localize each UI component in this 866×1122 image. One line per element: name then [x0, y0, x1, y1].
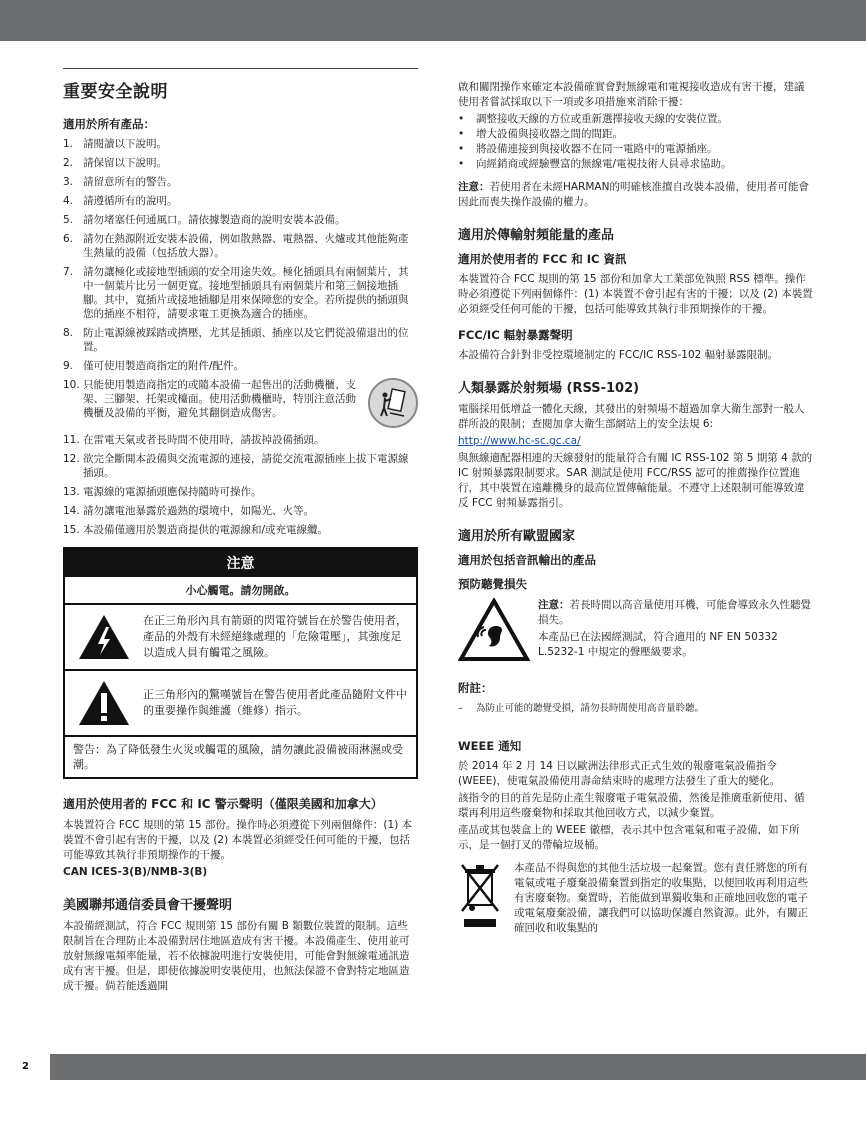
- rf-products-heading: 適用於傳輸射頻能量的產品: [458, 228, 615, 243]
- instruction-item: 3. 請留意所有的警告。: [63, 176, 178, 188]
- fcc-ic-info-heading: 適用於使用者的 FCC 和 IC 資訊: [458, 252, 627, 266]
- instruction-item: 15. 本設備僅適用於製造商提供的電源線和/或充電線纜。: [63, 524, 329, 536]
- all-products-heading: 適用於所有產品：: [63, 117, 155, 131]
- footnote-text: – 為防止可能的聽覺受損，請勿長時間使用高音量聆聽。: [458, 703, 705, 714]
- fcc-ic-info-text: 本裝置符合 FCC 規則的第 15 部份和加拿大工業部免執照 RSS 標準。操作時必須遵從下列兩個條件：(1) 本裝置不會引起有害的干擾；以及 (2) 本裝置必須經受任何可能的干擾，包括可能導致其執行非預期操作的干擾。: [458, 273, 813, 315]
- list-item: • 將設備連接到與接收器不在同一電路中的電源插座。: [458, 143, 718, 155]
- crossed-bin-icon: [458, 861, 514, 938]
- eu-heading: 適用於所有歐盟國家: [458, 529, 576, 544]
- lightning-triangle-icon: [71, 613, 137, 661]
- caution-subheader: 小心觸電。請勿開啟。: [65, 577, 416, 605]
- fcc-ic-warning-heading: 適用於使用者的 FCC 和 IC 警示聲明（僅限美國和加拿大）: [63, 797, 383, 811]
- rss102-text-1: 電腦採用低增益一體化天線，其發出的射頻場不超過加拿大衛生部對一般人群所設的限制；查閱加拿大衛生部網站上的安全法規 6:: [458, 403, 805, 430]
- weee-text-2: 該指令的目的首先是防止產生報廢電子電氣設備，然後是推廣重新使用、循環再利用這些廢棄物和採取其他回收方式，以減少棄置。: [458, 792, 805, 819]
- exposure-text: 本設備符合針對非受控環境制定的 FCC/IC RSS-102 輻射暴露限制。: [458, 349, 779, 361]
- weee-text-4: 本產品不得與您的其他生活垃圾一起棄置。您有責任將您的所有電氣或電子廢棄設備棄置到指定的收集點，以便回收再利用這些有害廢棄物。棄置時，若能做到單獨收集和正確地回收您的電子或電氣廢棄設備，讓我們可以協助保護自然資源。此外，有關正確回收和收集點的: [514, 862, 808, 934]
- list-item: • 調整接收天線的方位或重新選擇接收天線的安裝位置。: [458, 113, 728, 125]
- instruction-item: 13. 電源線的電源插頭應保持隨時可操作。: [63, 486, 262, 498]
- hearing-text-2: 本產品已在法國經測試，符合適用的 NF EN 50332 L.5232-1 中規定的聲壓級要求。: [538, 631, 778, 658]
- modification-note: 注意：若使用者在未經HARMAN的明確核准擅自改裝本設備，使用者可能會因此而喪失操作設備的權力。: [458, 181, 809, 208]
- lightning-warning-row: 在正三角形內具有箭頭的閃電符號旨在於警告使用者，產品的外殼有未經絕緣處理的「危險電壓」，其強度足以造成人員有觸電之風險。: [65, 605, 416, 671]
- exposure-heading: FCC/IC 輻射暴露聲明: [458, 328, 573, 342]
- caution-footer: 警告：為了降低發生火災或觸電的風險，請勿讓此設備被雨淋濕或受潮。: [73, 743, 403, 771]
- instructions-list: [63, 137, 418, 537]
- caution-box: [63, 547, 418, 779]
- instruction-item: 11. 在雷電天氣或者長時間不使用時，請拔掉設備插頭。: [63, 434, 325, 446]
- footnote-heading: 附註：: [458, 681, 493, 695]
- hearing-warning-block: [458, 598, 814, 666]
- list-item: • 增大設備與接收器之間的間距。: [458, 128, 623, 140]
- instruction-item-cart: 10. 只能使用製造商指定的或隨本設備一起售出的活動機櫃、支架、三腳架、托架或檯面。使用活動機櫃時，特別注意活動機櫃及設備的平衡，避免其翻倒造成傷害。: [63, 378, 418, 428]
- weee-text-3: 產品或其包裝盒上的 WEEE 徽標，表示其中包含電氣和電子設備，如下所示，是一個打叉的帶輪垃圾桶。: [458, 824, 800, 851]
- instruction-item: 4. 請遵循所有的說明。: [63, 195, 178, 207]
- list-item: • 向經銷商或經驗豐富的無線電/電視技術人員尋求協助。: [458, 158, 732, 170]
- hearing-damage-icon: [458, 598, 538, 666]
- fcc-interference-text: 本設備經測試，符合 FCC 規則第 15 部份有關 B 類數位裝置的限制。這些限制旨在合理防止本設備對居住地區造成有害干擾。本設備產生、使用並可放射無線電頻率能量，若不依據說明進行安裝使用，可能會對無線電通訊造成有害干擾。但是，即使依據說明安裝使用，也無法保證不會對特定地區造成干擾。倘若能透過開: [63, 920, 410, 992]
- right-column: [458, 80, 814, 938]
- caution-header: 注意: [65, 549, 416, 577]
- rss102-heading: 人類暴露於射頻場 (RSS-102): [458, 381, 640, 396]
- weee-heading: WEEE 通知: [458, 739, 522, 753]
- hearing-text-1: 注意：若長時間以高音量使用耳機，可能會導致永久性聽覺損失。: [538, 599, 811, 626]
- top-banner: [0, 0, 866, 41]
- interference-measures-list: [458, 112, 814, 172]
- left-column: [63, 68, 418, 996]
- audio-output-heading: 適用於包括音訊輸出的產品: [458, 553, 596, 567]
- instruction-item: 8. 防止電源線被踩踏或擠壓，尤其是插頭、插座以及它們從設備退出的位置。: [63, 327, 409, 353]
- hearing-loss-heading: 預防聽覺損失: [458, 577, 527, 591]
- interference-continued-text: 啟和關閉操作來確定本設備確實會對無線電和電視接收造成有害干擾，建議使用者嘗試採取以下一項或多項措施來消除干擾：: [458, 81, 805, 108]
- page-title: 重要安全說明: [63, 82, 168, 102]
- can-ices-label: CAN ICES-3(B)/NMB-3(B): [63, 866, 208, 878]
- exclamation-triangle-icon: [71, 679, 137, 727]
- fcc-interference-heading: 美國聯邦通信委員會干擾聲明: [63, 898, 233, 913]
- cart-tipover-icon: [368, 378, 418, 428]
- instruction-item: 9. 僅可使用製造商指定的附件/配件。: [63, 360, 245, 372]
- health-canada-link[interactable]: http://www.hc-sc.gc.ca/: [458, 435, 581, 447]
- instruction-item: 12. 欲完全斷開本設備與交流電源的連接，請從交流電源插座上拔下電源線插頭。: [63, 453, 409, 479]
- rss102-text-2: 與無線適配器相連的天線發射的能量符合有關 IC RSS-102 第 5 期第 4 款的 IC 射頻暴露限制要求。SAR 測試是使用 FCC/RSS 認可的推薦操作位置進行，其中裝置在遠離機身的最高位置傳輸能量。不遵守上述限制可能導致違反 FCC 射頻暴露指引。: [458, 452, 813, 509]
- fcc-ic-warning-text: 本裝置符合 FCC 規則的第 15 部份。操作時必須遵從下列兩個條件：(1) 本裝置不會引起有害的干擾，以及 (2) 本裝置必須經受任何可能的干擾，包括可能導致其執行非預期操作的干擾。: [63, 819, 413, 861]
- instruction-item: 2. 請保留以下說明。: [63, 157, 167, 169]
- exclaim-warning-row: 正三角形內的驚嘆號旨在警告使用者此產品隨附文件中的重要操作與維護（維修）指示。: [65, 671, 416, 737]
- instruction-item: 7. 請勿讓極化或接地型插頭的安全用途失效。極化插頭具有兩個葉片，其中一個葉片比另一個更寬。接地型插頭具有兩個葉片和第三個接地插腳。其中，寬插片或接地插腳是用來保障您的安全。若所提供的插頭與您的插座不相符，請要求電工更換為適合的插座。: [63, 266, 409, 320]
- weee-text-1: 於 2014 年 2 月 14 日以歐洲法律形式正式生效的報廢電氣設備指令 (WEEE)，使電氣設備使用壽命結束時的處理方法發生了重大的變化。: [458, 760, 780, 787]
- instruction-item: 5. 請勿堵塞任何通風口。請依據製造商的說明安裝本設備。: [63, 214, 346, 226]
- page-number: 2: [22, 1061, 29, 1072]
- bottom-banner: [50, 1054, 866, 1080]
- title-rule: [63, 68, 418, 69]
- instruction-item: 14. 請勿讓電池暴露於過熱的環境中，如陽光、火等。: [63, 505, 314, 517]
- instruction-item: 1. 請閱讀以下說明。: [63, 138, 167, 150]
- instruction-item: 6. 請勿在熱源附近安裝本設備，例如散熱器、電熱器、火爐或其他能夠產生熱量的設備（包括放大器）。: [63, 233, 409, 259]
- weee-block: [458, 861, 814, 938]
